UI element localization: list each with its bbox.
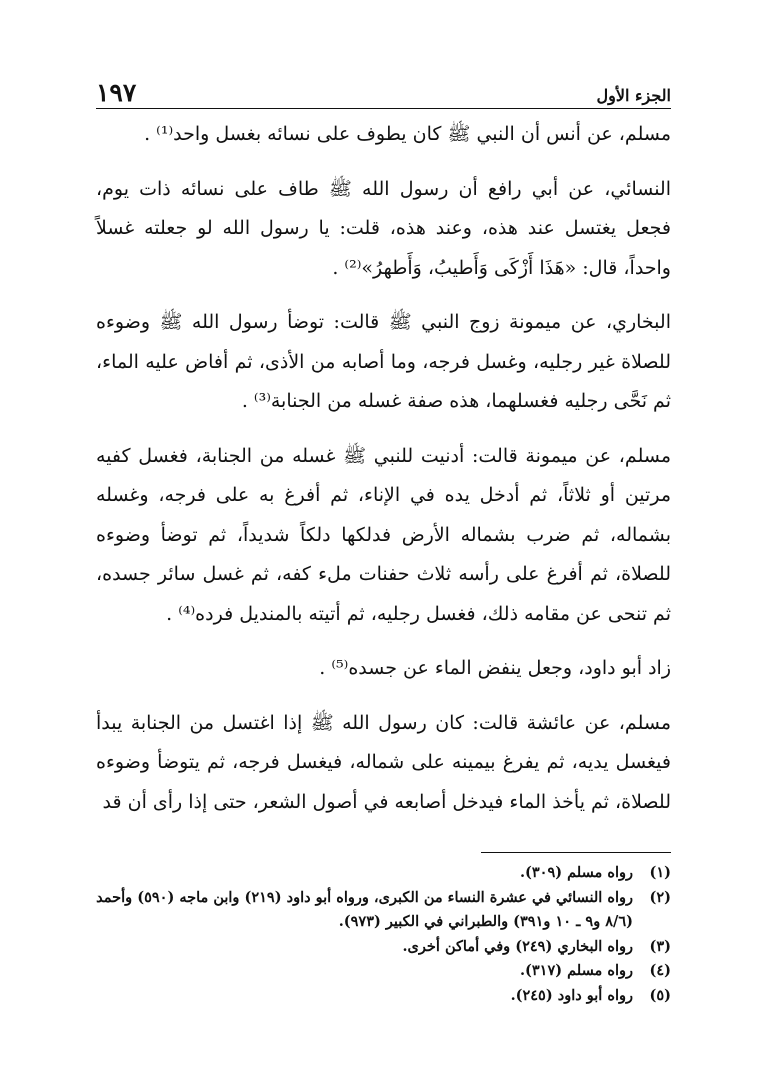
paragraph-muslim-aisha: مسلم، عن عائشة قالت: كان رسول الله ﷺ إذا اغتسل من الجنابة يبدأ فيغسل يديه، ثم يفرغ بيمينه على شماله، فيغسل فرجه، ثم يتوضأ وضوءه للصلاة، ثم يأخذ الماء فيدخل أصابعه في أصول الشعر، حتى إذا رأى أن قد <box>96 711 671 813</box>
footnotes-separator <box>481 852 671 853</box>
book-page <box>96 72 671 1008</box>
footnote-text: رواه أبو داود (٢٤٥). <box>510 986 633 1004</box>
footnote-text: رواه مسلم (٣٠٩). <box>519 864 633 881</box>
main-text <box>96 115 671 822</box>
footnote-number: (٣) <box>649 937 671 955</box>
footnote-text: رواه مسلم (٣١٧). <box>519 962 633 979</box>
footnote-4 <box>96 959 671 984</box>
footnote-3 <box>96 935 671 960</box>
footnote-2 <box>96 886 671 935</box>
paragraph-muslim-maymuna: مسلم، عن ميمونة قالت: أدنيت للنبي ﷺ غسله من الجنابة، فغسل كفيه مرتين أو ثلاثاً، ثم أدخل يده في الإناء، ثم أفرغ به على فرجه، وغسله بشماله، ثم ضرب بشماله الأرض فدلكها دلكاً شديداً، ثم توضأ وضوءه للصلاة، ثم أفرغ على رأسه ثلاث حفنات ملء كفه، ثم غسل سائر جسده، ثم تنحى عن مقامه ذلك، فغسل رجليه، ثم أتيته بالمنديل فرده⁽⁴⁾ . <box>96 444 671 625</box>
page-number: ١٩٧ <box>96 78 137 107</box>
footnotes <box>96 861 671 1008</box>
running-header <box>96 72 671 109</box>
footnote-1 <box>96 861 671 886</box>
footnote-number: (٥) <box>649 986 671 1004</box>
footnote-text: رواه البخاري (٢٤٩) وفي أماكن أخرى. <box>402 937 633 955</box>
paragraph-bukhari-maymuna: البخاري، عن ميمونة زوج النبي ﷺ قالت: توضأ رسول الله ﷺ وضوءه للصلاة غير رجليه، وغسل فرجه، وما أصابه من الأذى، ثم أفاض عليه الماء، ثم نَحَّى رجليه فغسلهما، هذه صفة غسله من الجنابة⁽³⁾ . <box>96 311 671 412</box>
footnote-text: رواه النسائي في عشرة النساء من الكبرى، ورواه أبو داود (٢١٩) وابن ماجه (٥٩٠) وأحمد (٨/٦ و٩ ـ ١٠ و٣٩١) والطبراني في الكبير (٩٧٣). <box>96 888 633 930</box>
footnote-number: (٤) <box>649 962 671 979</box>
paragraph-nasai-abu-rafi: النسائي، عن أبي رافع أن رسول الله ﷺ طاف على نسائه ذات يوم، فجعل يغتسل عند هذه، وعند هذه، قلت: يا رسول الله لو جعلته غسلاً واحداً، قال: «هَذَا أَزْكَى وَأَطيبُ، وَأَطهرُ»⁽²⁾ . <box>96 177 671 279</box>
paragraph-abu-dawud-addition: زاد أبو داود، وجعل ينفض الماء عن جسده⁽⁵⁾ . <box>319 657 671 679</box>
part-title: الجزء الأول <box>596 86 671 105</box>
footnote-5 <box>96 984 671 1009</box>
footnote-number: (٢) <box>649 888 671 906</box>
paragraph-muslim-anas: مسلم، عن أنس أن النبي ﷺ كان يطوف على نسائه بغسل واحد⁽¹⁾ . <box>144 123 671 145</box>
footnote-number: (١) <box>649 864 671 881</box>
